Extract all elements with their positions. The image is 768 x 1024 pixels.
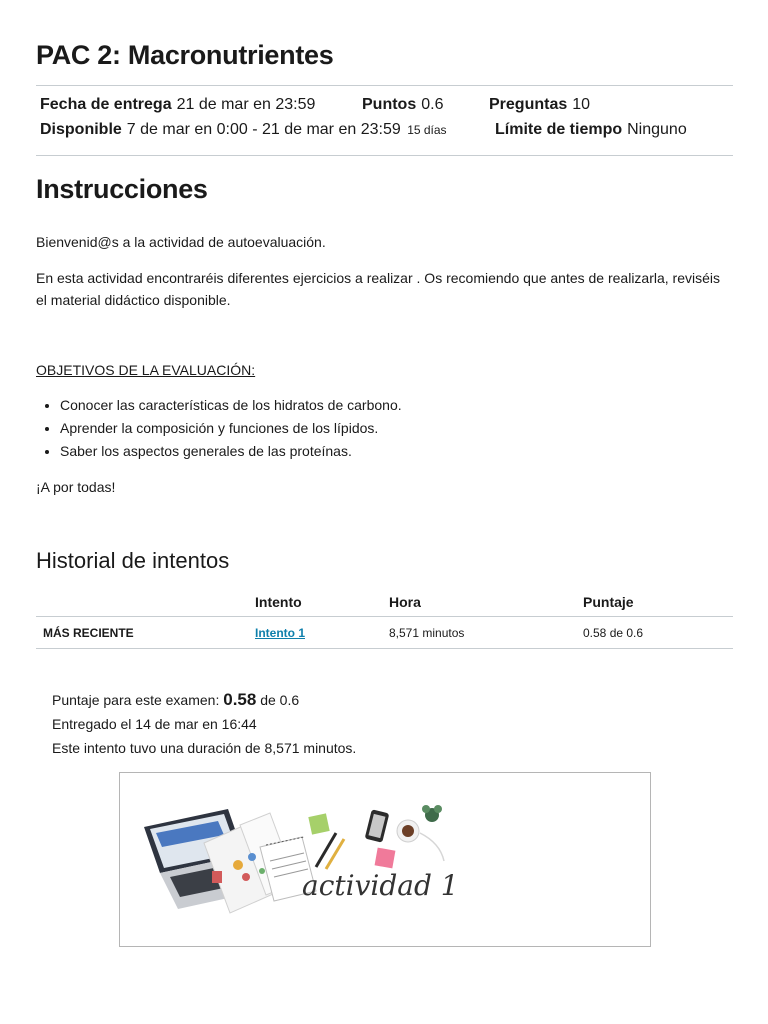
- result-summary: [52, 688, 356, 760]
- score-value: 0.58: [223, 690, 257, 709]
- table-header-row: [36, 588, 733, 617]
- points: [362, 96, 443, 114]
- coffee-cup-icon: [397, 820, 419, 842]
- intro-text: En esta actividad encontraréis diferentes ejercicios a realizar . Os recomiendo que antes de realizarla, reviséis el material didáctico disponible.: [36, 270, 721, 308]
- recent-label: MÁS RECIENTE: [36, 617, 255, 649]
- available-value: 7 de mar en 0:00 - 21 de mar en 23:59: [126, 121, 401, 138]
- score-prefix: Puntaje para este examen:: [52, 692, 220, 708]
- column-header: [36, 588, 255, 617]
- table-row: [36, 617, 733, 649]
- objectives-heading: OBJETIVOS DE LA EVALUACIÓN:: [36, 362, 256, 378]
- list-item: • Aprender la composición y funciones de los lípidos.: [60, 417, 402, 440]
- activity-banner: [119, 772, 651, 947]
- score-suffix: de 0.6: [260, 692, 300, 708]
- welcome-text: Bienvenid@s a la actividad de autoevaluación.: [36, 234, 326, 250]
- questions-value: 10: [572, 96, 591, 113]
- sticky-note-icon: [308, 813, 329, 834]
- banner-text: actividad 1: [302, 869, 459, 902]
- attempt-link[interactable]: Intento 1: [255, 625, 305, 640]
- column-header: Intento: [255, 588, 389, 617]
- list-item: • Conocer las características de los hidratos de carbono.: [60, 394, 402, 417]
- time-limit-label: Límite de tiempo: [495, 121, 623, 138]
- instructions-heading: Instrucciones: [36, 174, 208, 204]
- availability: [40, 121, 447, 139]
- list-item: • Saber los aspectos generales de las proteínas.: [60, 440, 402, 463]
- column-header: Puntaje: [583, 588, 733, 617]
- sticky-note-icon: [375, 848, 396, 869]
- duration-line: Este intento tuvo una duración de 8,571 minutos.: [52, 740, 357, 756]
- points-label: Puntos: [362, 96, 417, 113]
- due-value: 21 de mar en 23:59: [176, 96, 316, 113]
- plant-icon: [422, 805, 442, 822]
- time-cell: 8,571 minutos: [389, 617, 583, 649]
- score-cell: 0.58 de 0.6: [583, 617, 733, 649]
- banner-illustration: [120, 773, 650, 946]
- divider: [36, 85, 733, 86]
- questions-label: Preguntas: [489, 96, 568, 113]
- page-title: PAC 2: Macronutrientes: [36, 40, 334, 70]
- points-value: 0.6: [421, 96, 444, 113]
- available-label: Disponible: [40, 121, 122, 138]
- pencil-icon: [316, 833, 344, 869]
- phone-icon: [365, 809, 390, 842]
- available-days: 15 días: [407, 123, 447, 137]
- questions: [489, 96, 590, 114]
- column-header: Hora: [389, 588, 583, 617]
- score-line: [52, 688, 356, 712]
- history-heading: Historial de intentos: [36, 548, 230, 573]
- attempts-table: [36, 588, 733, 649]
- earbuds-icon: [420, 833, 444, 861]
- due-date: [40, 96, 315, 114]
- time-limit: [495, 121, 687, 139]
- due-label: Fecha de entrega: [40, 96, 172, 113]
- closing-text: ¡A por todas!: [36, 479, 116, 495]
- submitted-line: Entregado el 14 de mar en 16:44: [52, 716, 257, 732]
- attempt-cell: [255, 617, 389, 649]
- time-limit-value: Ninguno: [627, 121, 687, 138]
- objectives-list: [36, 394, 402, 463]
- divider: [36, 155, 733, 156]
